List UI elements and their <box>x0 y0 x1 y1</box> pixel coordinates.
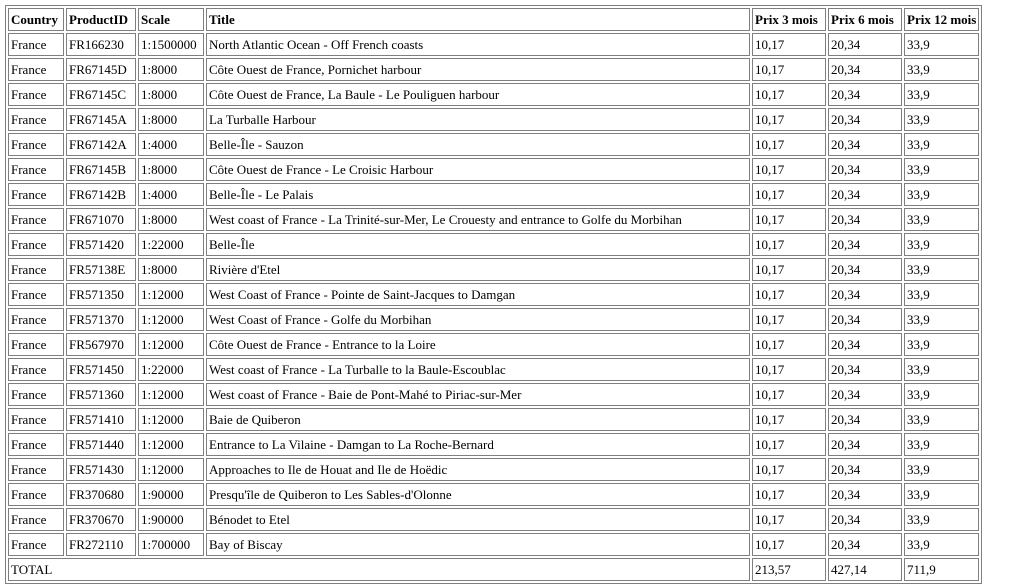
cell-product-id: FR370680 <box>66 483 136 506</box>
table-body <box>8 33 979 556</box>
cell-title: West coast of France - Baie de Pont-Mahé to Piriac-sur-Mer <box>206 383 750 406</box>
cell-product-id: FR272110 <box>66 533 136 556</box>
cell-prix-12-mois: 33,9 <box>904 533 979 556</box>
total-prix-3-mois: 213,57 <box>752 558 826 581</box>
cell-title: Belle-Île - Sauzon <box>206 133 750 156</box>
table-row <box>8 58 979 81</box>
cell-prix-3-mois: 10,17 <box>752 258 826 281</box>
cell-scale: 1:22000 <box>138 358 204 381</box>
cell-title: Belle-Île <box>206 233 750 256</box>
cell-scale: 1:8000 <box>138 58 204 81</box>
cell-prix-3-mois: 10,17 <box>752 58 826 81</box>
table-footer <box>8 558 979 581</box>
cell-scale: 1:4000 <box>138 183 204 206</box>
cell-country: France <box>8 433 64 456</box>
cell-country: France <box>8 258 64 281</box>
table-row <box>8 333 979 356</box>
cell-prix-3-mois: 10,17 <box>752 183 826 206</box>
price-table <box>5 5 982 584</box>
cell-product-id: FR67145A <box>66 108 136 131</box>
cell-prix-12-mois: 33,9 <box>904 208 979 231</box>
cell-prix-3-mois: 10,17 <box>752 308 826 331</box>
table-row <box>8 133 979 156</box>
cell-prix-3-mois: 10,17 <box>752 508 826 531</box>
cell-country: France <box>8 158 64 181</box>
table-row <box>8 108 979 131</box>
cell-title: Entrance to La Vilaine - Damgan to La Roche-Bernard <box>206 433 750 456</box>
cell-prix-6-mois: 20,34 <box>828 433 902 456</box>
cell-prix-12-mois: 33,9 <box>904 283 979 306</box>
cell-prix-12-mois: 33,9 <box>904 108 979 131</box>
cell-title: Baie de Quiberon <box>206 408 750 431</box>
header-row <box>8 8 979 31</box>
cell-product-id: FR67145D <box>66 58 136 81</box>
cell-scale: 1:8000 <box>138 108 204 131</box>
cell-prix-12-mois: 33,9 <box>904 183 979 206</box>
cell-country: France <box>8 108 64 131</box>
cell-prix-12-mois: 33,9 <box>904 408 979 431</box>
cell-prix-3-mois: 10,17 <box>752 83 826 106</box>
cell-product-id: FR571350 <box>66 283 136 306</box>
cell-prix-6-mois: 20,34 <box>828 233 902 256</box>
cell-prix-12-mois: 33,9 <box>904 508 979 531</box>
cell-product-id: FR166230 <box>66 33 136 56</box>
header-prix-6-mois: Prix 6 mois <box>828 8 902 31</box>
header-prix-3-mois: Prix 3 mois <box>752 8 826 31</box>
cell-country: France <box>8 408 64 431</box>
cell-prix-6-mois: 20,34 <box>828 83 902 106</box>
cell-prix-3-mois: 10,17 <box>752 283 826 306</box>
cell-prix-12-mois: 33,9 <box>904 333 979 356</box>
cell-title: West coast of France - La Turballe to la Baule-Escoublac <box>206 358 750 381</box>
cell-product-id: FR67145C <box>66 83 136 106</box>
cell-country: France <box>8 308 64 331</box>
table-row <box>8 433 979 456</box>
cell-prix-12-mois: 33,9 <box>904 483 979 506</box>
cell-scale: 1:12000 <box>138 433 204 456</box>
cell-prix-6-mois: 20,34 <box>828 308 902 331</box>
cell-country: France <box>8 333 64 356</box>
cell-scale: 1:8000 <box>138 258 204 281</box>
table-row <box>8 233 979 256</box>
cell-prix-6-mois: 20,34 <box>828 33 902 56</box>
cell-prix-6-mois: 20,34 <box>828 158 902 181</box>
cell-title: Côte Ouest de France, La Baule - Le Pouliguen harbour <box>206 83 750 106</box>
cell-scale: 1:12000 <box>138 383 204 406</box>
cell-prix-3-mois: 10,17 <box>752 458 826 481</box>
cell-product-id: FR571450 <box>66 358 136 381</box>
cell-prix-12-mois: 33,9 <box>904 58 979 81</box>
cell-country: France <box>8 33 64 56</box>
cell-scale: 1:12000 <box>138 408 204 431</box>
cell-product-id: FR571360 <box>66 383 136 406</box>
cell-prix-3-mois: 10,17 <box>752 158 826 181</box>
header-country: Country <box>8 8 64 31</box>
cell-country: France <box>8 58 64 81</box>
table-row <box>8 408 979 431</box>
cell-country: France <box>8 358 64 381</box>
cell-product-id: FR67142A <box>66 133 136 156</box>
cell-country: France <box>8 283 64 306</box>
cell-title: Côte Ouest de France - Le Croisic Harbour <box>206 158 750 181</box>
cell-product-id: FR571410 <box>66 408 136 431</box>
cell-prix-3-mois: 10,17 <box>752 133 826 156</box>
cell-title: West coast of France - La Trinité-sur-Mer, Le Crouesty and entrance to Golfe du Morbihan <box>206 208 750 231</box>
cell-prix-6-mois: 20,34 <box>828 483 902 506</box>
cell-prix-6-mois: 20,34 <box>828 358 902 381</box>
cell-title: North Atlantic Ocean - Off French coasts <box>206 33 750 56</box>
cell-country: France <box>8 508 64 531</box>
cell-scale: 1:8000 <box>138 208 204 231</box>
total-label: TOTAL <box>8 558 750 581</box>
cell-prix-6-mois: 20,34 <box>828 183 902 206</box>
cell-product-id: FR571370 <box>66 308 136 331</box>
cell-prix-6-mois: 20,34 <box>828 383 902 406</box>
cell-prix-12-mois: 33,9 <box>904 258 979 281</box>
cell-prix-6-mois: 20,34 <box>828 508 902 531</box>
cell-title: Rivière d'Etel <box>206 258 750 281</box>
cell-title: West Coast of France - Golfe du Morbihan <box>206 308 750 331</box>
cell-scale: 1:4000 <box>138 133 204 156</box>
cell-title: Presqu'île de Quiberon to Les Sables-d'Olonne <box>206 483 750 506</box>
cell-title: Belle-Île - Le Palais <box>206 183 750 206</box>
cell-title: West Coast of France - Pointe de Saint-Jacques to Damgan <box>206 283 750 306</box>
cell-country: France <box>8 483 64 506</box>
cell-prix-6-mois: 20,34 <box>828 208 902 231</box>
cell-prix-3-mois: 10,17 <box>752 533 826 556</box>
cell-prix-3-mois: 10,17 <box>752 383 826 406</box>
cell-prix-6-mois: 20,34 <box>828 58 902 81</box>
cell-scale: 1:12000 <box>138 283 204 306</box>
cell-title: Bay of Biscay <box>206 533 750 556</box>
cell-prix-3-mois: 10,17 <box>752 33 826 56</box>
cell-title: Bénodet to Etel <box>206 508 750 531</box>
table-row <box>8 308 979 331</box>
cell-scale: 1:22000 <box>138 233 204 256</box>
table-row <box>8 183 979 206</box>
cell-prix-6-mois: 20,34 <box>828 333 902 356</box>
cell-country: France <box>8 383 64 406</box>
cell-title: Côte Ouest de France, Pornichet harbour <box>206 58 750 81</box>
cell-product-id: FR571430 <box>66 458 136 481</box>
cell-prix-6-mois: 20,34 <box>828 283 902 306</box>
header-product-id: ProductID <box>66 8 136 31</box>
cell-product-id: FR67145B <box>66 158 136 181</box>
cell-prix-3-mois: 10,17 <box>752 333 826 356</box>
cell-prix-12-mois: 33,9 <box>904 83 979 106</box>
cell-prix-6-mois: 20,34 <box>828 533 902 556</box>
table-row <box>8 358 979 381</box>
cell-prix-3-mois: 10,17 <box>752 208 826 231</box>
cell-product-id: FR370670 <box>66 508 136 531</box>
cell-prix-12-mois: 33,9 <box>904 33 979 56</box>
cell-country: France <box>8 183 64 206</box>
cell-country: France <box>8 533 64 556</box>
cell-country: France <box>8 133 64 156</box>
table-row <box>8 83 979 106</box>
table-row <box>8 33 979 56</box>
cell-prix-12-mois: 33,9 <box>904 433 979 456</box>
cell-prix-6-mois: 20,34 <box>828 258 902 281</box>
total-row <box>8 558 979 581</box>
table-row <box>8 508 979 531</box>
cell-scale: 1:12000 <box>138 308 204 331</box>
cell-country: France <box>8 233 64 256</box>
cell-product-id: FR567970 <box>66 333 136 356</box>
cell-title: La Turballe Harbour <box>206 108 750 131</box>
total-prix-12-mois: 711,9 <box>904 558 979 581</box>
table-row <box>8 533 979 556</box>
cell-prix-6-mois: 20,34 <box>828 458 902 481</box>
table-header <box>8 8 979 31</box>
price-table-container <box>5 5 982 584</box>
cell-scale: 1:1500000 <box>138 33 204 56</box>
cell-prix-12-mois: 33,9 <box>904 383 979 406</box>
cell-scale: 1:8000 <box>138 83 204 106</box>
table-row <box>8 483 979 506</box>
cell-country: France <box>8 458 64 481</box>
cell-product-id: FR571440 <box>66 433 136 456</box>
cell-product-id: FR67142B <box>66 183 136 206</box>
header-title: Title <box>206 8 750 31</box>
cell-prix-3-mois: 10,17 <box>752 233 826 256</box>
cell-product-id: FR57138E <box>66 258 136 281</box>
cell-scale: 1:90000 <box>138 508 204 531</box>
cell-prix-12-mois: 33,9 <box>904 133 979 156</box>
table-row <box>8 208 979 231</box>
total-prix-6-mois: 427,14 <box>828 558 902 581</box>
cell-prix-12-mois: 33,9 <box>904 233 979 256</box>
cell-prix-12-mois: 33,9 <box>904 308 979 331</box>
cell-prix-3-mois: 10,17 <box>752 483 826 506</box>
table-row <box>8 283 979 306</box>
cell-product-id: FR671070 <box>66 208 136 231</box>
header-prix-12-mois: Prix 12 mois <box>904 8 979 31</box>
cell-prix-6-mois: 20,34 <box>828 133 902 156</box>
cell-prix-3-mois: 10,17 <box>752 408 826 431</box>
cell-scale: 1:12000 <box>138 333 204 356</box>
cell-scale: 1:12000 <box>138 458 204 481</box>
cell-title: Côte Ouest de France - Entrance to la Loire <box>206 333 750 356</box>
table-row <box>8 158 979 181</box>
table-row <box>8 383 979 406</box>
header-scale: Scale <box>138 8 204 31</box>
table-row <box>8 258 979 281</box>
cell-prix-6-mois: 20,34 <box>828 108 902 131</box>
cell-prix-3-mois: 10,17 <box>752 108 826 131</box>
cell-prix-12-mois: 33,9 <box>904 358 979 381</box>
cell-prix-6-mois: 20,34 <box>828 408 902 431</box>
cell-product-id: FR571420 <box>66 233 136 256</box>
cell-title: Approaches to Ile de Houat and Ile de Hoëdic <box>206 458 750 481</box>
cell-prix-12-mois: 33,9 <box>904 458 979 481</box>
cell-prix-3-mois: 10,17 <box>752 358 826 381</box>
cell-scale: 1:8000 <box>138 158 204 181</box>
cell-prix-12-mois: 33,9 <box>904 158 979 181</box>
cell-prix-3-mois: 10,17 <box>752 433 826 456</box>
cell-country: France <box>8 83 64 106</box>
cell-country: France <box>8 208 64 231</box>
cell-scale: 1:90000 <box>138 483 204 506</box>
table-row <box>8 458 979 481</box>
cell-scale: 1:700000 <box>138 533 204 556</box>
